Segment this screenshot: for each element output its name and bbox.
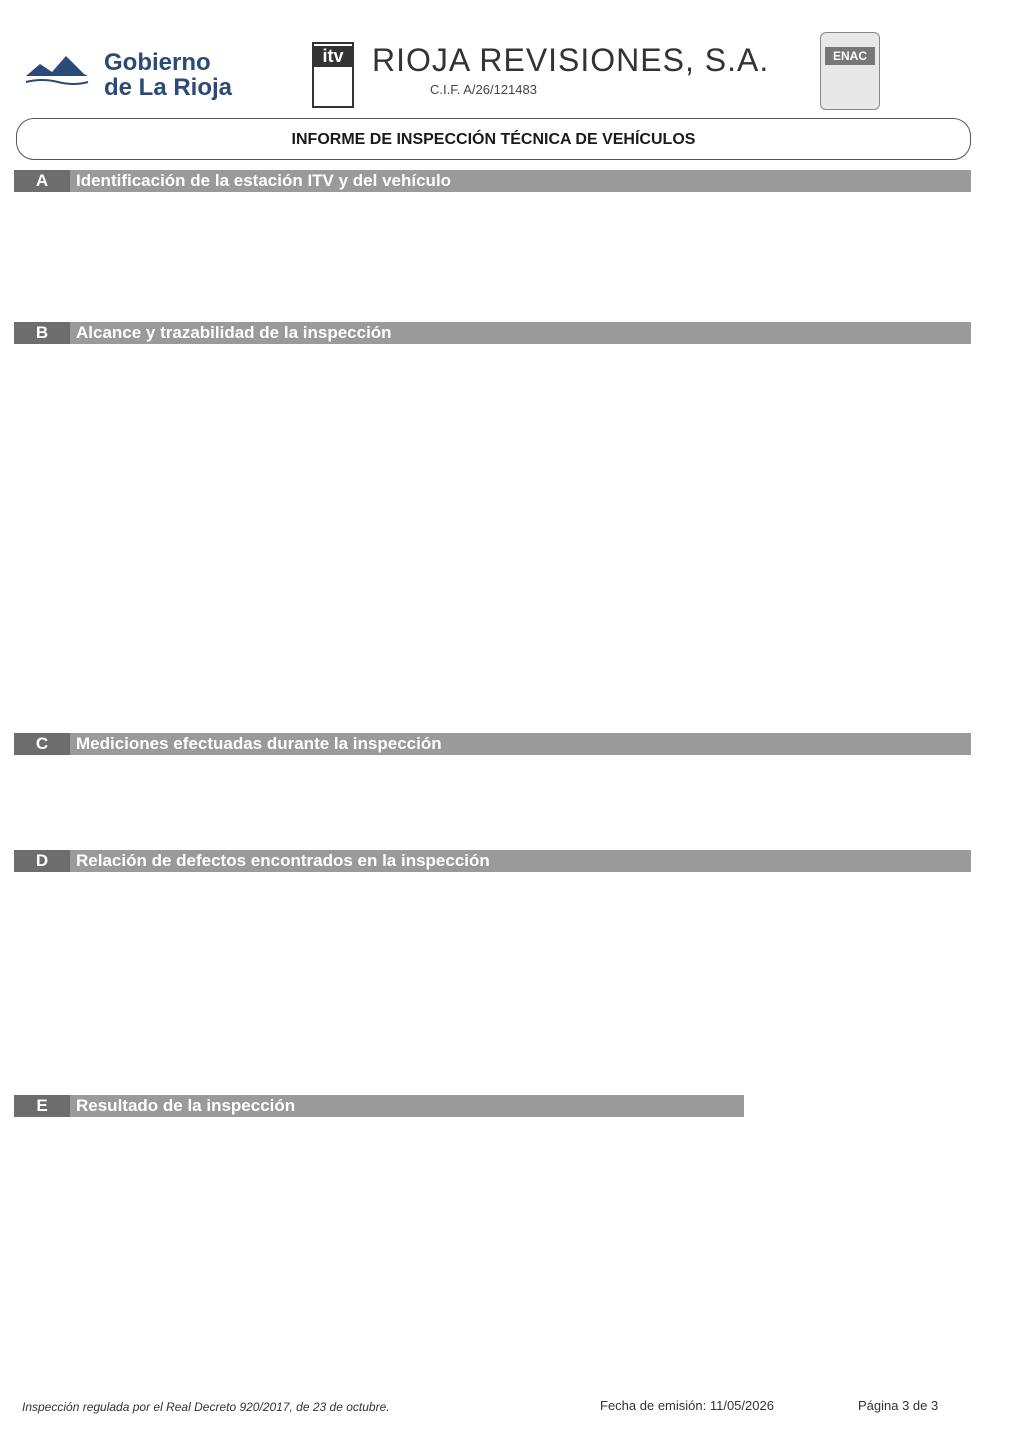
section-c-header	[14, 733, 971, 755]
report-title: INFORME DE INSPECCIÓN TÉCNICA DE VEHÍCULOS	[291, 131, 696, 148]
section-a-header	[14, 170, 971, 192]
itv-logo: itv	[312, 42, 354, 108]
section-a-letter: A	[14, 170, 70, 192]
enac-badge	[820, 32, 880, 110]
company-cif: C.I.F. A/26/121483	[430, 82, 537, 97]
section-d-title: Relación de defectos encontrados en la inspección	[76, 851, 490, 870]
section-c-title: Mediciones efectuadas durante la inspección	[76, 734, 442, 753]
section-d-header	[14, 850, 971, 872]
report-title-banner	[16, 118, 971, 160]
section-a-title: Identificación de la estación ITV y del vehículo	[76, 171, 452, 190]
regulation-note: Inspección regulada por el Real Decreto 920/2017, de 23 de octubre.	[22, 1400, 390, 1414]
section-c-letter: C	[14, 733, 70, 755]
gobierno-line-2: de La Rioja	[104, 74, 233, 101]
section-e-title: Resultado de la inspección	[76, 1096, 296, 1115]
section-b-title: Alcance y trazabilidad de la inspección	[76, 323, 392, 342]
gobierno-line-1: Gobierno	[104, 49, 211, 76]
gobierno-logo	[22, 40, 252, 110]
section-e-header	[14, 1095, 744, 1117]
section-d-letter: D	[14, 850, 70, 872]
gobierno-emblem-icon	[22, 46, 92, 96]
section-e-letter: E	[14, 1095, 70, 1117]
section-b-header	[14, 322, 971, 344]
section-b-letter: B	[14, 322, 70, 344]
company-name: RIOJA REVISIONES, S.A.	[372, 42, 770, 78]
enac-label: ENAC	[825, 47, 875, 65]
emission-date: Fecha de emisión: 11/05/2026	[600, 1398, 774, 1413]
page-number: Página 3 de 3	[858, 1398, 939, 1413]
